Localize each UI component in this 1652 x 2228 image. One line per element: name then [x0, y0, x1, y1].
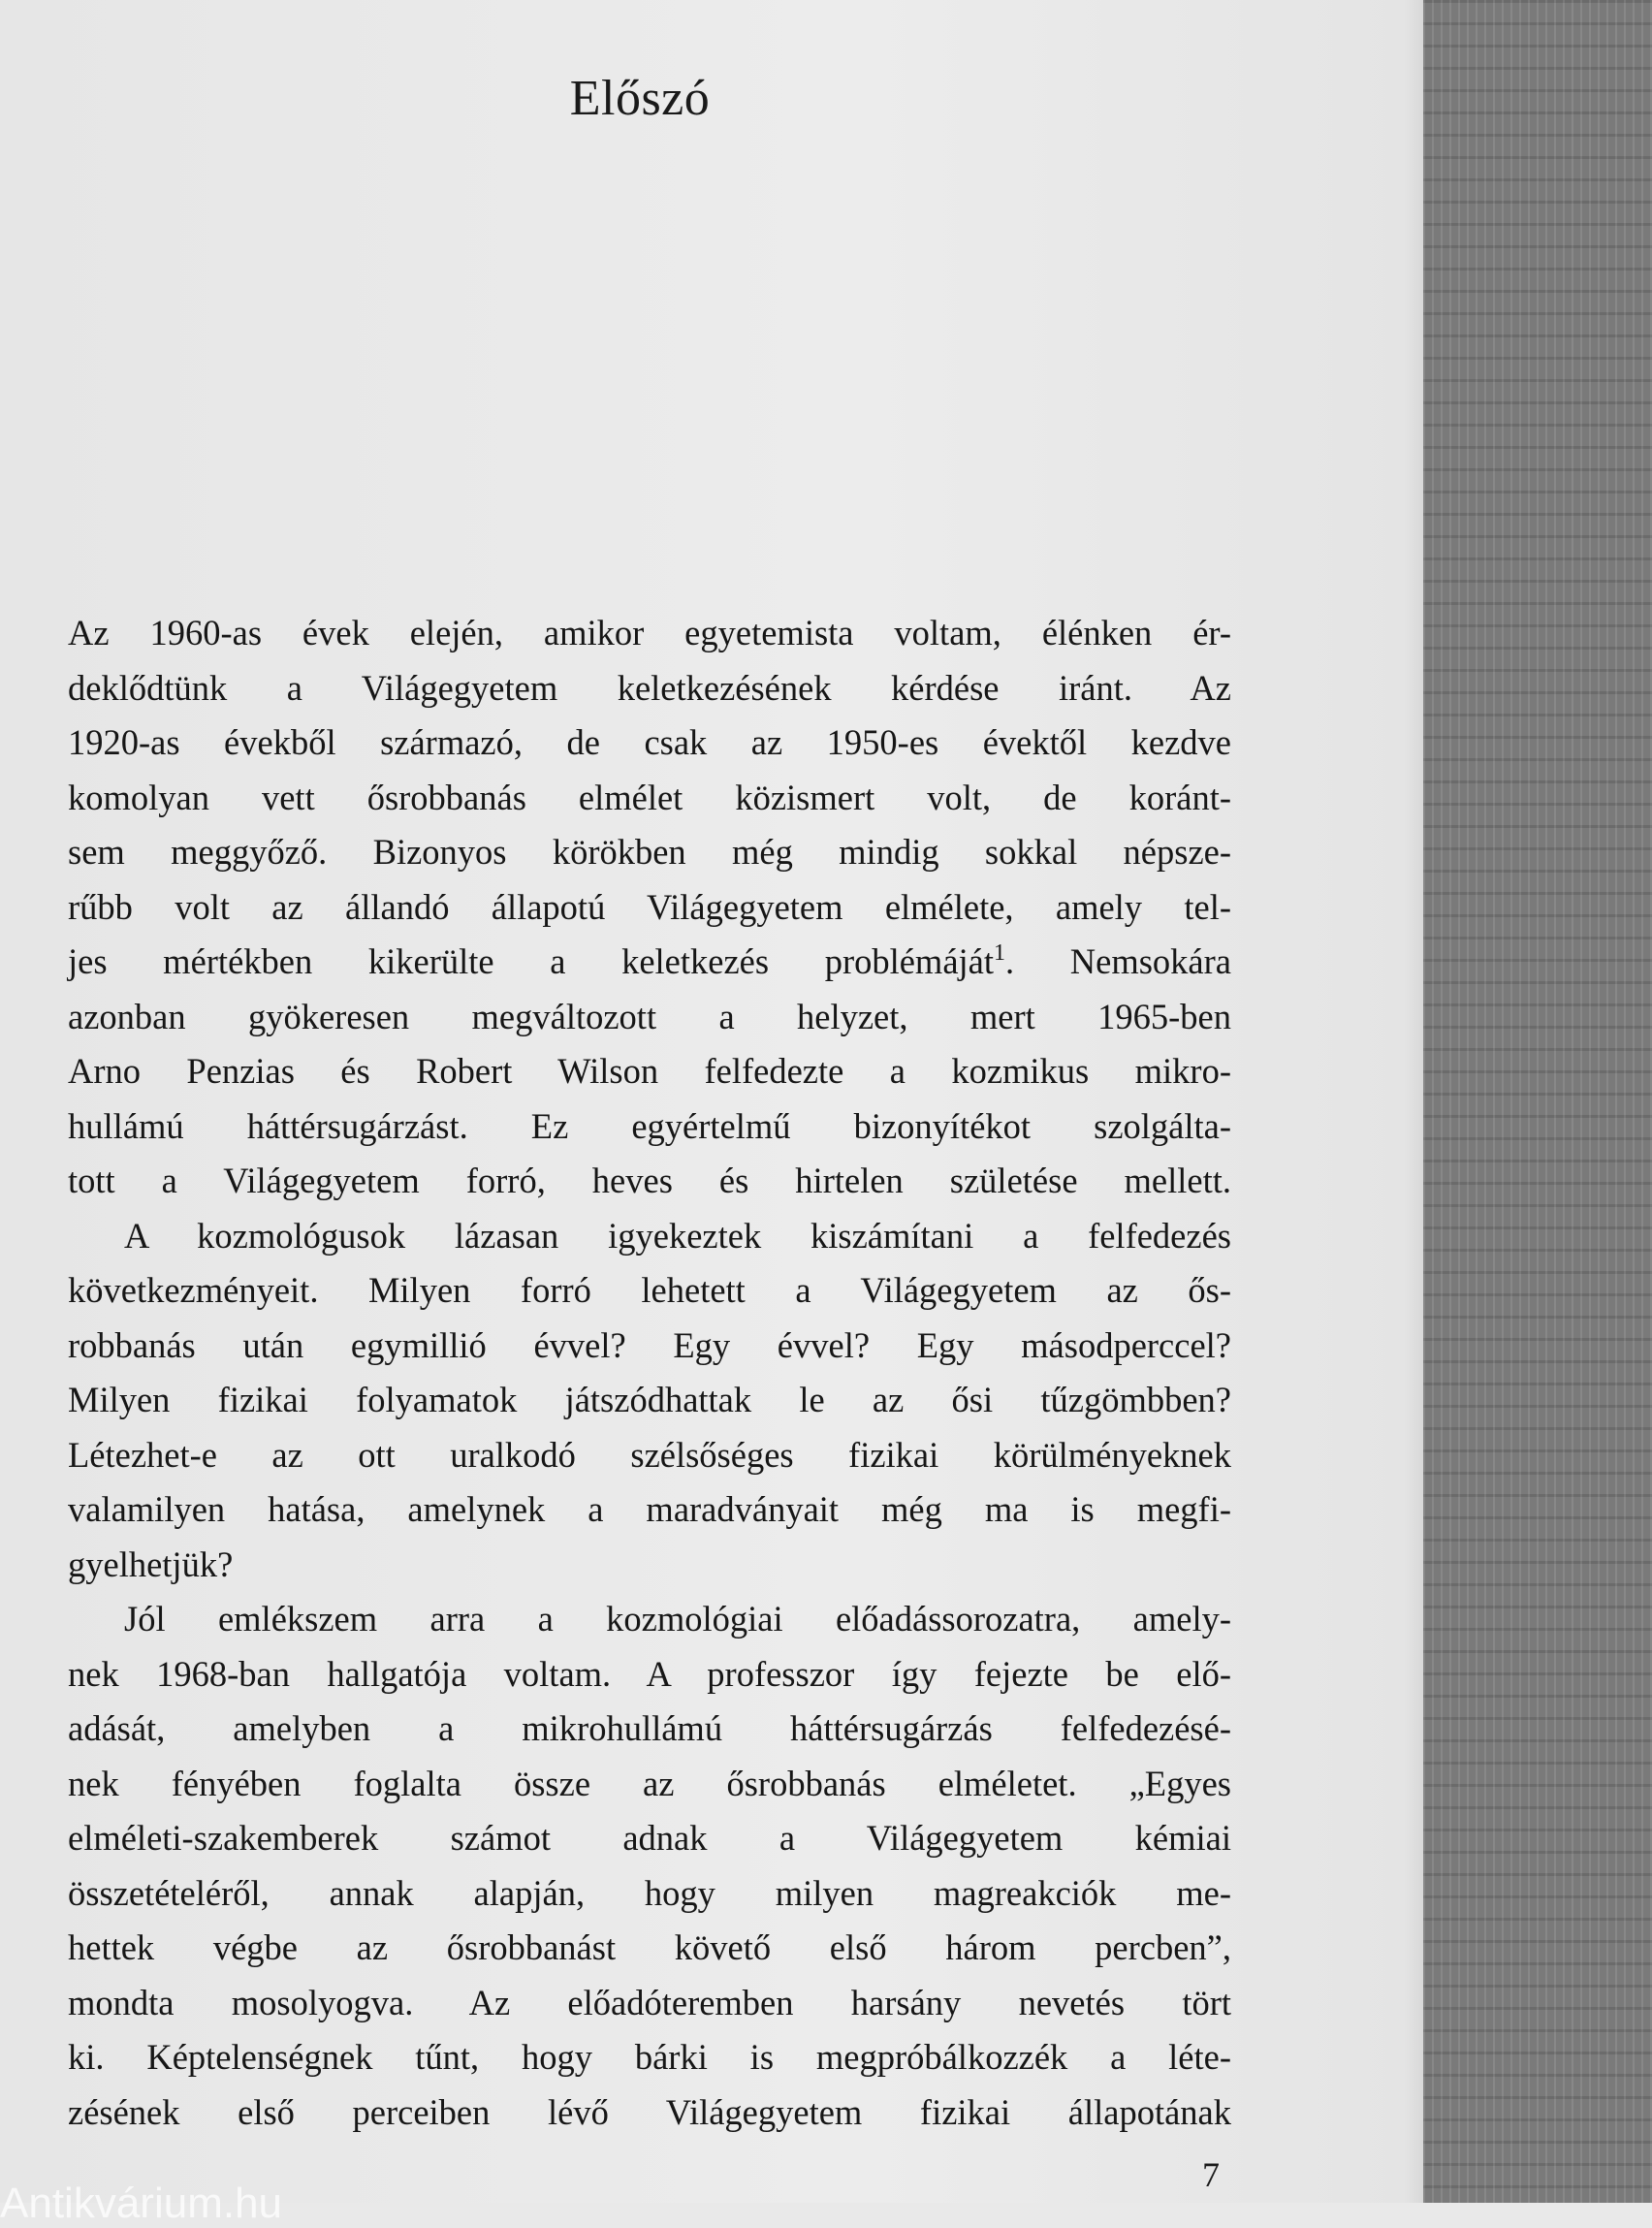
text-line: A kozmológusok lázasan igyekeztek kiszámítani a felfedezés [124, 1215, 1231, 1256]
text-line: zésének első perceiben lévő Világegyetem fizikai állapotának [68, 2091, 1231, 2132]
text-line: adását, amelyben a mikrohullámú háttérsugárzás felfedezésé- [68, 1708, 1231, 1748]
text-line: deklődtünk a Világegyetem keletkezésének kérdése iránt. Az [68, 667, 1231, 708]
page-number: 7 [1202, 2155, 1220, 2194]
page-title: Előszó [569, 71, 711, 126]
show-through-from-reverse-page [330, 68, 1231, 611]
text-line: azonban gyökeresen megváltozott a helyzet, mert 1965-ben [68, 996, 1231, 1036]
text-line: mondta mosolyogva. Az előadóteremben harsány nevetés tört [68, 1982, 1231, 2022]
text-line: gyelhetjük? [68, 1544, 234, 1584]
text-line: robbanás után egymillió évvel? Egy évvel? Egy másodperccel? [68, 1324, 1231, 1365]
book-edge-background [1423, 0, 1652, 2203]
text-line: valamilyen hatása, amelynek a maradványait még ma is megfi- [68, 1489, 1231, 1529]
text-line: tott a Világegyetem forró, heves és hirtelen születése mellett. [68, 1161, 1231, 1200]
text-line: hullámú háttérsugárzást. Ez egyértelmű bizonyítékot szolgálta- [68, 1105, 1231, 1146]
text-line: komolyan vett ősrobbanás elmélet közismert volt, de koránt- [68, 777, 1231, 817]
body-text [68, 606, 1231, 2140]
text-line: nek 1968-ban hallgatója voltam. A professzor így fejezte be elő- [68, 1653, 1231, 1694]
text-line-with-footnote [68, 935, 1231, 990]
text-line: 1920-as évekből származó, de csak az 1950-es évektől kezdve [68, 722, 1231, 762]
text-line: Létezhet-e az ott uralkodó szélsőséges fizikai körülményeknek [68, 1434, 1231, 1475]
text-line: Jól emlékszem arra a kozmológiai előadássorozatra, amely- [124, 1599, 1231, 1639]
watermark: Antikvárium.hu [0, 2180, 283, 2227]
text-line: elméleti-szakemberek számot adnak a Világegyetem kémiai [68, 1818, 1231, 1858]
footnote-marker: 1 [994, 940, 1006, 966]
text-line: összetételéről, annak alapján, hogy milyen magreakciók me- [68, 1872, 1231, 1913]
text-line: sem meggyőző. Bizonyos körökben még mindig sokkal népsze- [68, 832, 1231, 872]
text-segment: . Nemsokára [1005, 941, 1231, 981]
text-segment: jes mértékben kikerülte a keletkezés problémáját [68, 941, 995, 981]
text-line: rűbb volt az állandó állapotú Világegyetem elmélete, amely tel- [68, 886, 1231, 927]
text-line: hettek végbe az ősrobbanást követő első három percben”, [68, 1927, 1231, 1967]
text-line: Arno Penzias és Robert Wilson felfedezte a kozmikus mikro- [68, 1051, 1231, 1091]
text-line: Milyen fizikai folyamatok játszódhattak le az ősi tűzgömbben? [68, 1380, 1231, 1419]
text-line: Az 1960-as évek elején, amikor egyetemista voltam, élénken ér- [68, 613, 1231, 652]
text-line: következményeit. Milyen forró lehetett a Világegyetem az ős- [68, 1270, 1231, 1310]
text-line: nek fényében foglalta össze az ősrobbanás elméletet. „Egyes [68, 1763, 1231, 1803]
text-line: ki. Képtelenségnek tűnt, hogy bárki is megpróbálkozzék a léte- [68, 2037, 1231, 2077]
